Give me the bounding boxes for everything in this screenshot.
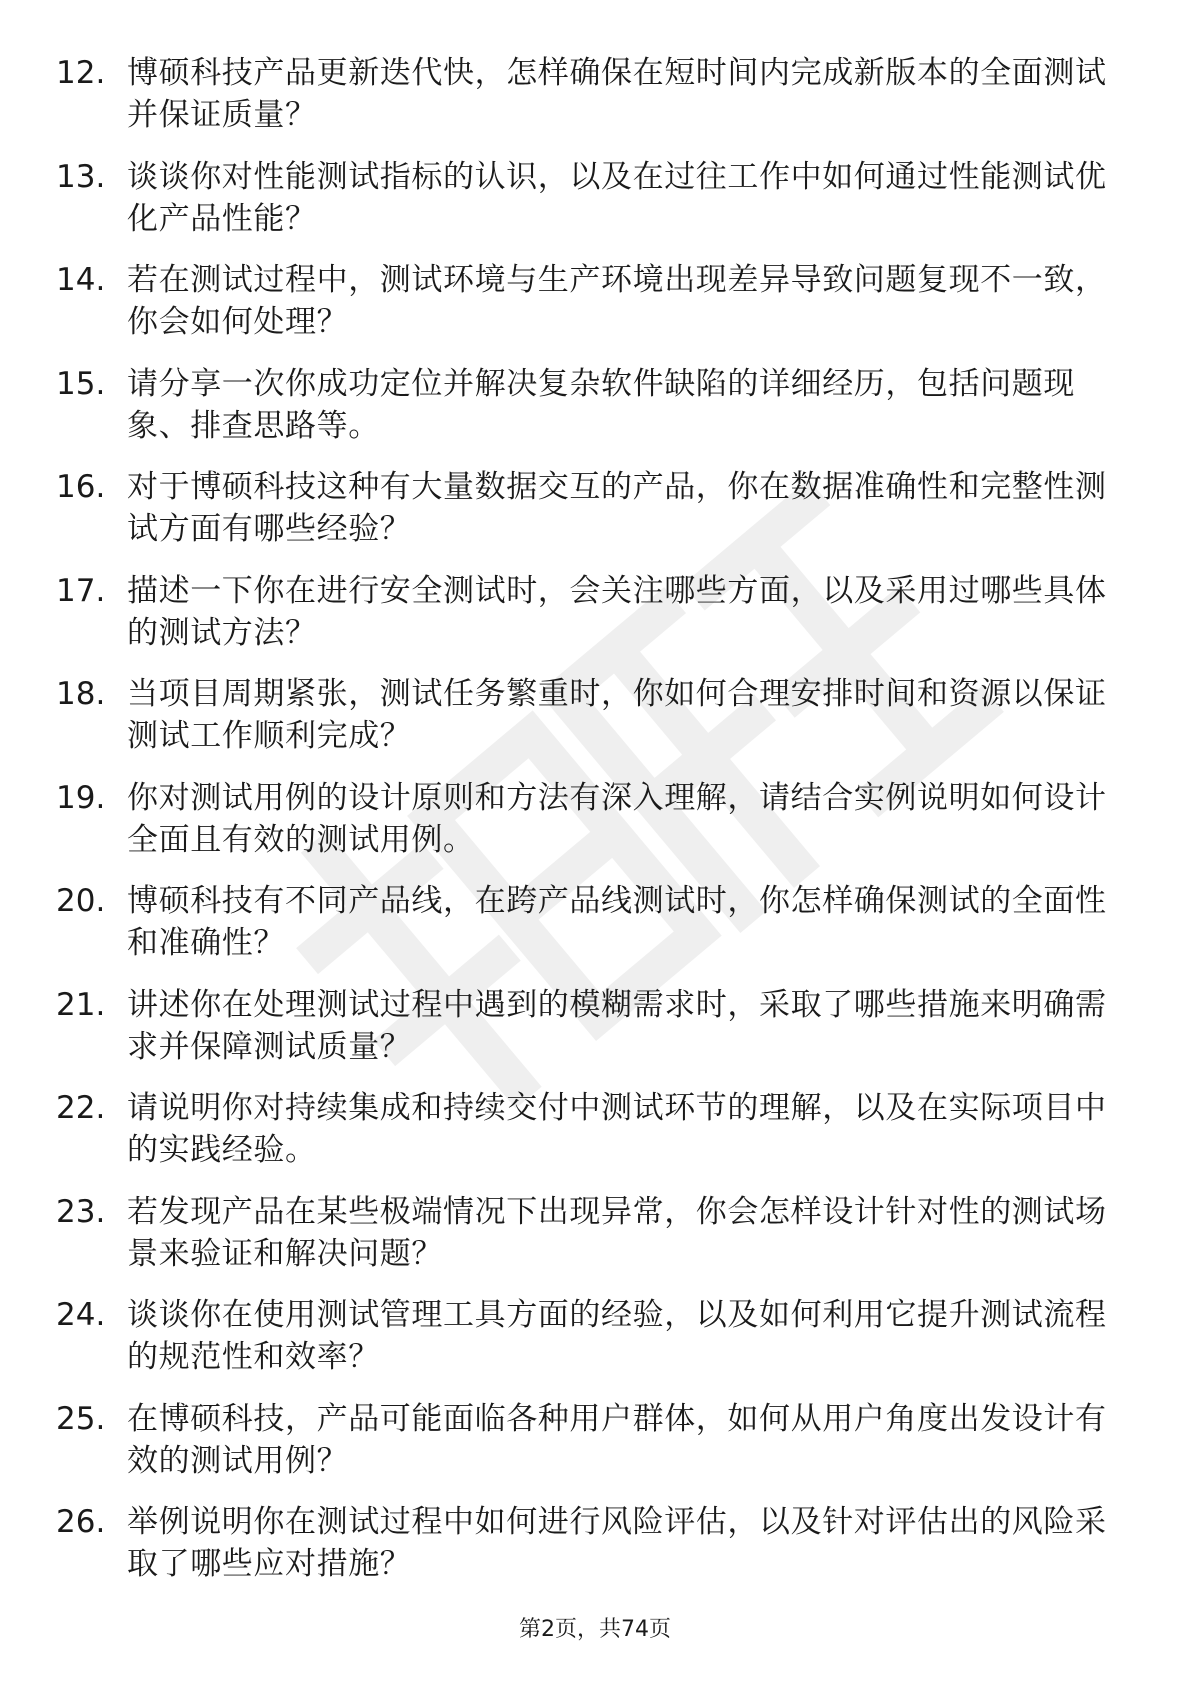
- list-item: [0, 1191, 1190, 1295]
- question-text: 博硕科技有不同产品线，在跨产品线测试时，你怎样确保测试的全面性和准确性？: [127, 883, 1107, 961]
- list-item: [0, 52, 1190, 156]
- list-item: [0, 466, 1190, 570]
- list-item: [0, 1398, 1190, 1502]
- list-item: [0, 880, 1190, 984]
- list-item: [0, 570, 1190, 674]
- question-text: 对于博硕科技这种有大量数据交互的产品，你在数据准确性和完整性测试方面有哪些经验？: [127, 469, 1107, 547]
- question-text: 请分享一次你成功定位并解决复杂软件缺陷的详细经历，包括问题现象、排查思路等。: [127, 365, 1075, 444]
- question-text: 博硕科技产品更新迭代快，怎样确保在短时间内完成新版本的全面测试并保证质量？: [127, 55, 1107, 133]
- question-number: 21.: [56, 986, 106, 1023]
- question-text: 请说明你对持续集成和持续交付中测试环节的理解，以及在实际项目中的实践经验。: [127, 1090, 1107, 1168]
- question-number: 19.: [56, 779, 106, 816]
- list-item: [0, 984, 1190, 1088]
- question-number: 16.: [56, 469, 106, 505]
- question-number: 22.: [56, 1090, 106, 1126]
- list-item: [0, 673, 1190, 777]
- question-number: 23.: [56, 1193, 106, 1230]
- question-text: 若在测试过程中，测试环境与生产环境出现差异导致问题复现不一致，你会如何处理？: [127, 262, 1107, 340]
- question-text: 你对测试用例的设计原则和方法有深入理解，请结合实例说明如何设计全面且有效的测试用例。: [127, 779, 1107, 858]
- question-text: 若发现产品在某些极端情况下出现异常，你会怎样设计针对性的测试场景来验证和解决问题？: [127, 1193, 1107, 1272]
- question-text: 讲述你在处理测试过程中遇到的模糊需求时，采取了哪些措施来明确需求并保障测试质量？: [127, 986, 1107, 1065]
- question-number: 15.: [56, 365, 106, 402]
- list-item: [0, 1294, 1190, 1398]
- question-number: 26.: [56, 1504, 106, 1540]
- question-number: 14.: [56, 262, 106, 298]
- list-item: [0, 363, 1190, 467]
- question-number: 12.: [56, 55, 106, 91]
- question-text: 在博硕科技，产品可能面临各种用户群体，如何从用户角度出发设计有效的测试用例？: [127, 1400, 1107, 1479]
- question-text: 谈谈你在使用测试管理工具方面的经验，以及如何利用它提升测试流程的规范性和效率？: [127, 1297, 1107, 1375]
- list-item: [0, 259, 1190, 363]
- list-item: [0, 777, 1190, 881]
- question-number: 18.: [56, 676, 106, 712]
- question-list: [0, 52, 1190, 1605]
- question-number: 20.: [56, 883, 106, 919]
- list-item: [0, 156, 1190, 260]
- question-text: 当项目周期紧张，测试任务繁重时，你如何合理安排时间和资源以保证测试工作顺利完成？: [127, 676, 1107, 754]
- list-item: [0, 1501, 1190, 1605]
- list-item: [0, 1087, 1190, 1191]
- question-text: 描述一下你在进行安全测试时，会关注哪些方面，以及采用过哪些具体的测试方法？: [127, 572, 1107, 651]
- question-text: 谈谈你对性能测试指标的认识，以及在过往工作中如何通过性能测试优化产品性能？: [127, 158, 1107, 237]
- question-number: 13.: [56, 158, 106, 195]
- page-number: 第2页，共74页: [519, 1617, 671, 1642]
- question-number: 25.: [56, 1400, 106, 1437]
- question-text: 举例说明你在测试过程中如何进行风险评估，以及针对评估出的风险采取了哪些应对措施？: [127, 1504, 1107, 1582]
- question-number: 17.: [56, 572, 106, 609]
- question-number: 24.: [56, 1297, 106, 1333]
